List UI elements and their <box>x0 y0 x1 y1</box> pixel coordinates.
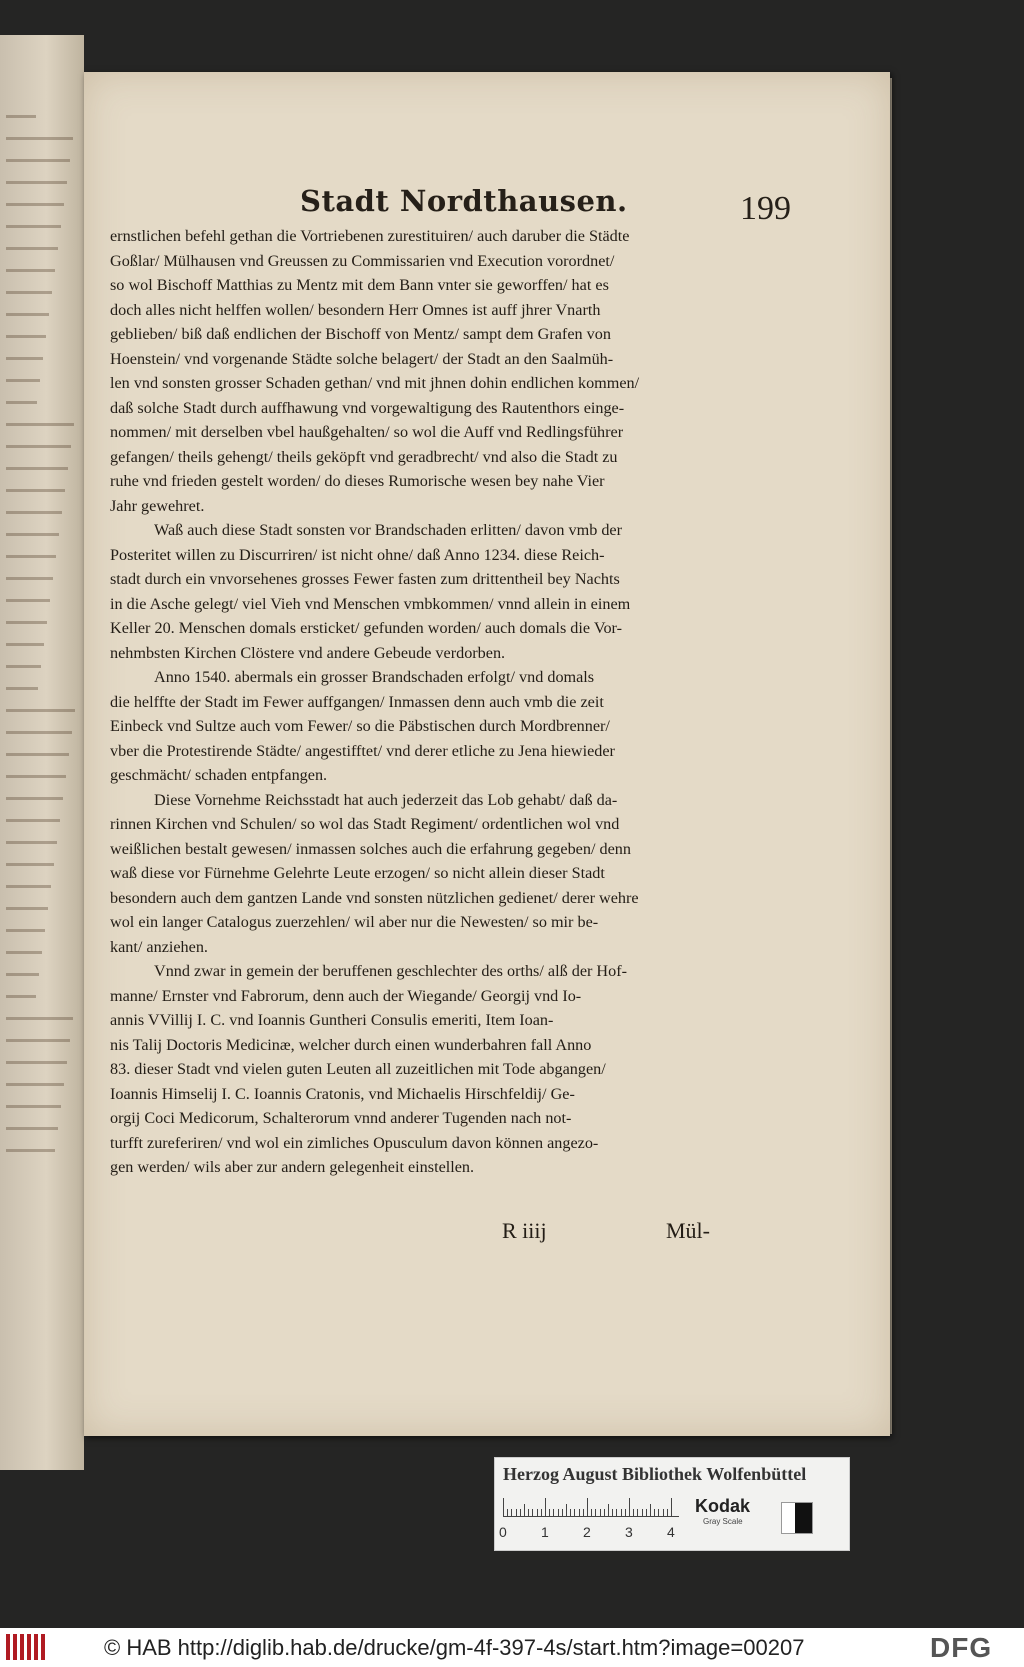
ruler-tick <box>642 1509 643 1516</box>
text-line: geschmächt/ schaden entpfangen. <box>110 766 328 784</box>
kodak-logo: Kodak <box>695 1496 751 1516</box>
scale-number: 1 <box>541 1524 549 1540</box>
text-line: vber die Protestirende Städte/ angestifftet/ vnd derer etliche zu Jena hiewieder <box>110 741 615 760</box>
bleed-through-mark <box>6 313 49 316</box>
text-line: Posteritet willen zu Discurriren/ ist nicht ohne/ daß Anno 1234. diese Reich- <box>110 545 605 564</box>
ruler-tick <box>650 1504 651 1516</box>
text-line: die helffte der Stadt im Fewer auffgangen/ Inmassen denn auch vmb die zeit <box>110 692 604 711</box>
scale-number: 3 <box>625 1524 633 1540</box>
ruler-tick <box>663 1509 664 1516</box>
bleed-through-mark <box>6 555 56 558</box>
text-line: orgij Coci Medicorum, Schalterorum vnnd anderer Tugenden nach not- <box>110 1109 572 1127</box>
bleed-through-mark <box>6 643 44 646</box>
text-line: 83. dieser Stadt vnd vielen guten Leuten all zuzeitlichen mit Tode abgangen/ <box>110 1060 606 1078</box>
ruler-tick <box>604 1509 605 1516</box>
bleed-through-mark <box>6 819 60 822</box>
text-line: Keller 20. Menschen domals ersticket/ gefunden worden/ auch domals die Vor- <box>110 619 622 637</box>
text-line: geblieben/ biß daß endlichen der Bischoff von Mentz/ sampt dem Grafen von <box>110 325 611 343</box>
ruler-tick <box>637 1509 638 1516</box>
bleed-through-mark <box>6 599 50 602</box>
hab-logo-icon <box>6 1634 46 1660</box>
footer-bar <box>0 1628 1024 1667</box>
ruler-tick <box>667 1509 668 1516</box>
text-line: in die Asche gelegt/ viel Vieh vnd Menschen vmbkommen/ vnnd allein in einem <box>110 594 631 613</box>
ruler-tick <box>537 1509 538 1516</box>
gray-patch-icon <box>781 1502 813 1534</box>
text-line: doch alles nicht helffen wollen/ besondern Herr Omnes ist auff jhrer Vnarth <box>110 300 601 319</box>
text-line: nis Talij Doctoris Medicinæ, welcher durch einen wunderbahren fall Anno <box>110 1035 592 1054</box>
bleed-through-mark <box>6 973 39 976</box>
bleed-through-mark <box>6 1083 64 1086</box>
text-line: annis VVillij I. C. vnd Ioannis Guntheri Consulis emeriti, Item Ioan- <box>110 1011 554 1029</box>
text-line: gen werden/ wils aber zur andern gelegenheit einstellen. <box>110 1158 475 1176</box>
text-line: len vnd sonsten grosser Schaden gethan/ vnd mit jhnen dohin endlichen kommen/ <box>110 374 640 392</box>
ruler-tick <box>566 1504 567 1516</box>
bleed-through-mark <box>6 1061 67 1064</box>
bleed-through-mark <box>6 357 43 360</box>
ruler-tick <box>503 1498 504 1516</box>
ruler-tick <box>654 1509 655 1516</box>
bleed-through-mark <box>6 533 59 536</box>
ruler-tick <box>595 1509 596 1516</box>
ruler-tick <box>583 1509 584 1516</box>
text-line: so wol Bischoff Matthias zu Mentz mit dem Bann vnter sie geworffen/ hat es <box>110 276 609 294</box>
bleed-through-mark <box>6 159 70 162</box>
ruler-tick <box>625 1509 626 1516</box>
bleed-through-mark <box>6 907 48 910</box>
text-line: besondern auch dem gantzen Lande vnd sonsten nützlichen gedienet/ derer wehre <box>110 888 639 907</box>
text-line: turfft zureferiren/ vnd wol ein zimliches Opusculum davon können angezo- <box>110 1133 599 1152</box>
ruler-tick <box>558 1509 559 1516</box>
facing-page-edge <box>0 35 84 1470</box>
source-url[interactable]: © HAB http://diglib.hab.de/drucke/gm-4f-397-4s/start.htm?image=00207 <box>104 1635 805 1660</box>
bleed-through-mark <box>6 115 36 118</box>
ruler-tick <box>545 1498 546 1516</box>
bleed-through-mark <box>6 1127 58 1130</box>
ruler-tick <box>553 1509 554 1516</box>
bleed-through-mark <box>6 1149 55 1152</box>
ruler-tick <box>570 1509 571 1516</box>
bleed-through-mark <box>6 467 68 470</box>
bleed-through-mark <box>6 247 58 250</box>
ruler-tick <box>516 1509 517 1516</box>
text-line: waß diese vor Fürnehme Gelehrte Leute erzogen/ so nicht allein dieser Stadt <box>110 864 605 882</box>
ruler-tick <box>587 1498 588 1516</box>
bleed-through-mark <box>6 291 52 294</box>
scale-ruler <box>503 1498 679 1517</box>
text-line: weißlichen bestalt gewesen/ inmassen solches auch die erfahrung gegeben/ denn <box>110 839 631 858</box>
ruler-tick <box>507 1509 508 1516</box>
ruler-tick <box>621 1509 622 1516</box>
bleed-through-mark <box>6 445 71 448</box>
ruler-tick <box>608 1504 609 1516</box>
ruler-tick <box>629 1498 630 1516</box>
bleed-through-mark <box>6 401 37 404</box>
bleed-through-mark <box>6 511 62 514</box>
catchword: Mül- <box>666 1218 710 1243</box>
bleed-through-mark <box>6 753 69 756</box>
bleed-through-mark <box>6 929 45 932</box>
bleed-through-mark <box>6 489 65 492</box>
text-line: nehmbsten Kirchen Clöstere vnd andere Gebeude verdorben. <box>110 643 506 662</box>
text-line: ernstlichen befehl gethan die Vortriebenen zurestituiren/ auch daruber die Städte <box>110 227 630 245</box>
bleed-through-mark <box>6 1017 73 1020</box>
bleed-through-mark <box>6 225 61 228</box>
bleed-through-mark <box>6 775 66 778</box>
ruler-tick <box>528 1509 529 1516</box>
text-line: Goßlar/ Mülhausen vnd Greussen zu Commissarien vnd Execution vorordnet/ <box>110 251 615 270</box>
bleed-through-mark <box>6 709 75 712</box>
gray-scale-label: Gray Scale <box>703 1517 743 1526</box>
bleed-through-mark <box>6 885 51 888</box>
text-line: Jahr gewehret. <box>110 496 205 515</box>
ruler-tick <box>633 1509 634 1516</box>
text-line: Vnnd zwar in gemein der beruffenen geschlechter des orths/ alß der Hof- <box>154 962 628 980</box>
bleed-through-mark <box>6 995 36 998</box>
ruler-tick <box>532 1509 533 1516</box>
ruler-tick <box>612 1509 613 1516</box>
ruler-tick <box>658 1509 659 1516</box>
text-line: Waß auch diese Stadt sonsten vor Brandschaden erlitten/ davon vmb der <box>154 521 623 539</box>
running-head: Stadt Nordthausen. <box>300 184 628 218</box>
scale-number: 0 <box>499 1524 507 1540</box>
body-text <box>110 224 730 1180</box>
dfg-logo: DFG <box>930 1632 993 1663</box>
bleed-through-mark <box>6 379 40 382</box>
bleed-through-mark <box>6 665 41 668</box>
signature-mark: R iiij <box>502 1218 547 1243</box>
text-line: ruhe vnd frieden gestelt worden/ do dieses Rumorische wesen bey nahe Vier <box>110 472 605 490</box>
text-line: Einbeck vnd Sultze auch vom Fewer/ so die Päbstischen durch Mordbrenner/ <box>110 717 610 735</box>
ruler-tick <box>574 1509 575 1516</box>
text-line: rinnen Kirchen vnd Schulen/ so wol das Stadt Regiment/ ordentlichen wol vnd <box>110 815 620 833</box>
bleed-through-mark <box>6 863 54 866</box>
bleed-through-mark <box>6 423 74 426</box>
bleed-through-mark <box>6 951 42 954</box>
text-line: Anno 1540. abermals ein grosser Brandschaden erfolgt/ vnd domals <box>154 668 595 686</box>
page-number: 199 <box>740 190 791 227</box>
text-line: nommen/ mit derselben vbel haußgehalten/ so wol die Auff vnd Redlingsführer <box>110 423 624 441</box>
ruler-tick <box>562 1509 563 1516</box>
bleed-through-mark <box>6 621 47 624</box>
ruler-tick <box>646 1509 647 1516</box>
ruler-tick <box>511 1509 512 1516</box>
ruler-tick <box>541 1509 542 1516</box>
bleed-through-mark <box>6 1039 70 1042</box>
ruler-tick <box>524 1504 525 1516</box>
bleed-through-mark <box>6 577 53 580</box>
ruler-tick <box>520 1509 521 1516</box>
bleed-through-mark <box>6 1105 61 1108</box>
color-calibration-bar <box>494 1457 850 1551</box>
bleed-through-mark <box>6 203 64 206</box>
bleed-through-mark <box>6 841 57 844</box>
text-line: kant/ anziehen. <box>110 937 208 956</box>
text-line: gefangen/ theils gehengt/ theils geköpft vnd geradbrecht/ vnd also die Stadt zu <box>110 447 618 466</box>
text-line: stadt durch ein vnvorsehenes grosses Fewer fasten zum drittentheil bey Nachts <box>110 570 620 588</box>
text-line: Ioannis Himselij I. C. Ioannis Cratonis, vnd Michaelis Hirschfeldij/ Ge- <box>110 1084 575 1103</box>
bleed-through-mark <box>6 731 72 734</box>
bleed-through-mark <box>6 269 55 272</box>
ruler-tick <box>591 1509 592 1516</box>
text-line: manne/ Ernster vnd Fabrorum, denn auch der Wiegande/ Georgij vnd Io- <box>110 986 582 1005</box>
bleed-through-mark <box>6 687 38 690</box>
library-name: Herzog August Bibliothek Wolfenbüttel <box>503 1464 807 1484</box>
ruler-tick <box>616 1509 617 1516</box>
ruler-tick <box>600 1509 601 1516</box>
scale-number: 2 <box>583 1524 591 1540</box>
bleed-through-mark <box>6 335 46 338</box>
bleed-through-mark <box>6 181 67 184</box>
text-line: wol ein langer Catalogus zuerzehlen/ wil aber nur die Newesten/ so mir be- <box>110 913 599 931</box>
ruler-tick <box>579 1509 580 1516</box>
bleed-through-mark <box>6 137 73 140</box>
scale-number: 4 <box>667 1524 675 1540</box>
ruler-tick <box>671 1498 672 1516</box>
ruler-tick <box>549 1509 550 1516</box>
text-line: daß solche Stadt durch auffhawung vnd vorgewaltigung des Rautenthors einge- <box>110 398 625 417</box>
bleed-through-mark <box>6 797 63 800</box>
text-line: Diese Vornehme Reichsstadt hat auch jederzeit das Lob gehabt/ daß da- <box>154 790 618 809</box>
text-line: Hoenstein/ vnd vorgenande Städte solche belagert/ der Stadt an den Saalmüh- <box>110 349 614 368</box>
